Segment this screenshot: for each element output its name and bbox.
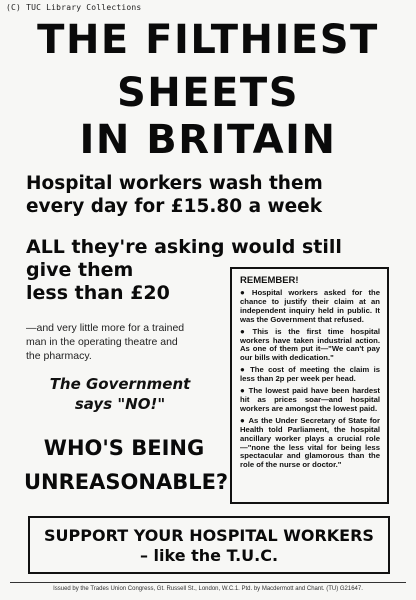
bullet-icon: ●	[240, 326, 250, 336]
support-line-2: – like the T.U.C.	[139, 546, 279, 565]
headline-line-1: THE FILTHIEST	[37, 17, 379, 63]
small-line-2: man in the operating theatre and	[26, 336, 178, 348]
footer-divider	[10, 582, 406, 583]
question-heading	[24, 431, 229, 499]
question-line-1: WHO'S BEING	[43, 436, 205, 460]
government-statement	[30, 374, 210, 414]
bullet-icon: ●	[240, 386, 246, 396]
asking-line-3: less than £20	[26, 282, 170, 304]
remember-point	[240, 289, 380, 325]
remember-point	[240, 417, 380, 470]
support-line-1: SUPPORT YOUR HOSPITAL WORKERS	[44, 526, 374, 545]
copyright-notice: (C) TUC Library Collections	[6, 3, 142, 12]
remember-point-text: As the Under Secretary of State for Health told Parliament, the hospital ancillary worker plays a crucial role—"none the less vital for being less spectacular and glamorous than the role of the nurse or doctor."	[240, 415, 380, 470]
printer-imprint: Issued by the Trades Union Congress, Gt. Russell St., London, W.C.1. Ptd. by Macdermott and Chant. (TU) G21647.	[53, 586, 363, 592]
remember-box	[230, 267, 389, 504]
trained-man-note	[26, 321, 226, 363]
remember-point-text: The cost of meeting the claim is less than 2p per week per head.	[240, 365, 380, 384]
support-banner	[28, 516, 390, 574]
bullet-icon: ●	[240, 365, 248, 375]
government-line-2: says "NO!"	[74, 395, 166, 413]
remember-point	[240, 387, 380, 414]
headline-line-2: SHEETS	[116, 70, 300, 116]
subheadline-line-1: Hospital workers wash them	[26, 173, 323, 194]
remember-point-text: Hospital workers asked for the chance to justify their claim at an independent inquiry held in public. It was the Government that refused.	[240, 288, 380, 324]
asking-line-1: ALL they're asking would still	[26, 236, 342, 258]
remember-point	[240, 328, 380, 364]
bullet-icon: ●	[240, 415, 246, 425]
question-line-2: UNREASONABLE?	[24, 470, 229, 494]
bullet-icon: ●	[240, 288, 249, 297]
subheadline	[26, 172, 406, 218]
remember-title: REMEMBER!	[240, 275, 299, 286]
remember-point-text: The lowest paid have been hardest hit as prices soar—and hospital workers are amongst the lowest paid.	[240, 386, 380, 413]
subheadline-line-2: every day for £15.80 a week	[26, 196, 322, 217]
headline-line-3: IN BRITAIN	[79, 117, 337, 163]
remember-point	[240, 366, 380, 384]
remember-point-text: This is the first time hospital workers have taken industrial action. As one of them put it—"We can't pay our bills with dedication."	[240, 326, 380, 363]
government-line-1: The Government	[49, 375, 191, 393]
asking-line-2: give them	[26, 259, 134, 281]
small-line-1: —and very little more for a trained	[26, 322, 185, 334]
small-line-3: the pharmacy.	[26, 350, 92, 362]
